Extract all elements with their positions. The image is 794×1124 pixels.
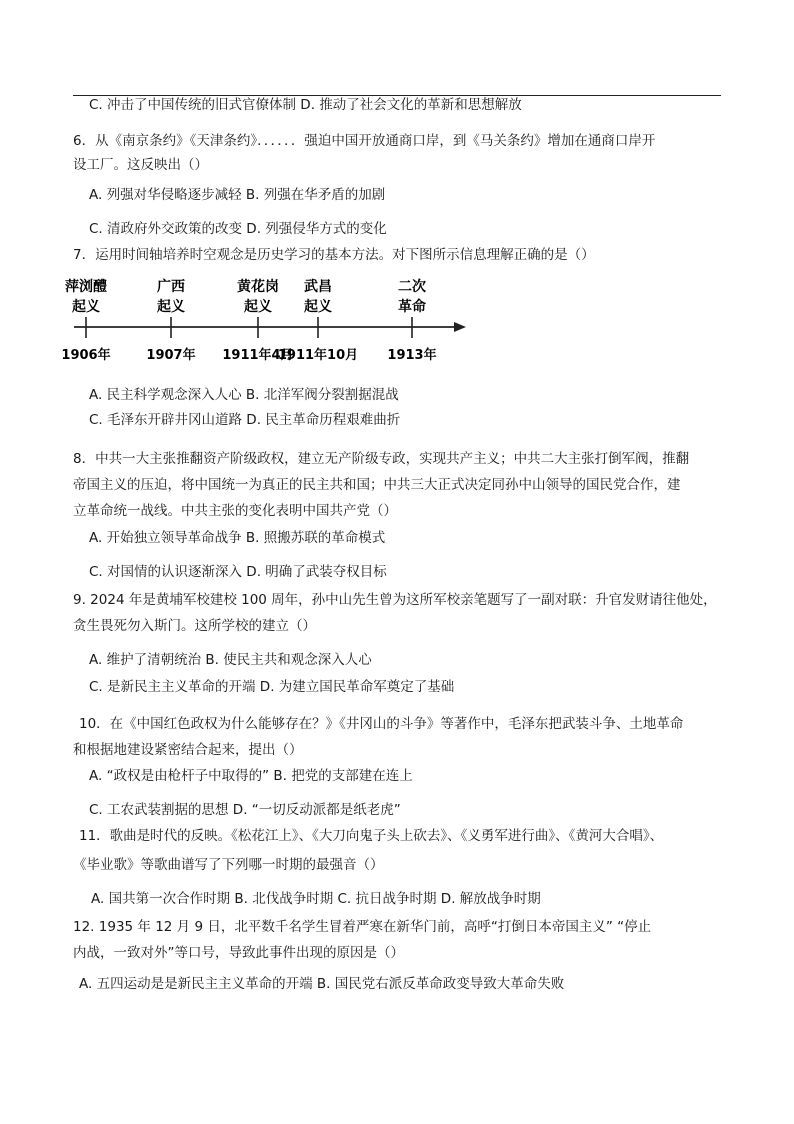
timeline-event-type: 起义 bbox=[157, 299, 185, 315]
timeline-diagram bbox=[61, 270, 470, 370]
timeline-year: 1911年4月 bbox=[222, 348, 294, 363]
timeline-event-type: 起义 bbox=[244, 299, 272, 315]
timeline-event-type: 革命 bbox=[398, 299, 426, 315]
timeline-year: 1911年10月 bbox=[277, 348, 359, 363]
q7-stem: 7．运用时间轴培养时空观念是历史学习的基本方法。对下图所示信息理解正确的是（） bbox=[73, 247, 595, 263]
timeline-year: 1907年 bbox=[146, 348, 196, 363]
timeline-event bbox=[146, 278, 195, 363]
q6-stem-line2: 设工厂。这反映出（） bbox=[73, 157, 208, 173]
timeline-event-name: 黄花岗 bbox=[237, 279, 279, 295]
q8-stem-line2: 帝国主义的压迫，将中国统一为真正的民主共和国；中共三大正式决定同孙中山领导的国民党合作，建 bbox=[73, 477, 681, 493]
q9-options-ab: A. 维护了清朝统治 B. 使民主共和观念深入人心 bbox=[89, 652, 372, 668]
q9-stem-line2: 贪生畏死勿入斯门。这所学校的建立（） bbox=[73, 618, 316, 634]
q12-stem-line2: 内战，一致对外”等口号，导致此事件出现的原因是（） bbox=[73, 945, 404, 961]
q7-options-cd: C. 毛泽东开辟井冈山道路 D. 民主革命历程艰难曲折 bbox=[89, 412, 401, 428]
timeline-event bbox=[278, 279, 358, 363]
timeline-event-name: 广西 bbox=[157, 279, 185, 295]
q10-stem-line1: 10．在《中国红色政权为什么能够存在？》《井冈山的斗争》等著作中，毛泽东把武装斗争、土地革命 bbox=[79, 716, 684, 732]
timeline-year: 1913年 bbox=[387, 348, 437, 363]
q5-options-cd: C. 冲击了中国传统的旧式官僚体制 D. 推动了社会文化的革新和思想解放 bbox=[89, 97, 522, 113]
timeline-event bbox=[61, 278, 110, 363]
q10-options-ab: A. “政权是由枪杆子中取得的” B. 把党的支部建在连上 bbox=[89, 768, 413, 784]
timeline-event-name: 萍浏醴 bbox=[65, 279, 107, 295]
timeline-axis bbox=[74, 322, 466, 332]
q9-stem-line1: 9. 2024 年是黄埔军校建校 100 周年，孙中山先生曾为这所军校亲笔题写了一副对联：升官发财请往他处， bbox=[73, 592, 717, 608]
q10-stem-line2: 和根据地建设紧密结合起来，提出（） bbox=[73, 742, 303, 758]
q6-options-cd: C. 清政府外交政策的改变 D. 列强侵华方式的变化 bbox=[89, 221, 387, 237]
timeline-event-name: 武昌 bbox=[304, 279, 332, 295]
q11-options: A. 国共第一次合作时期 B. 北伐战争时期 C. 抗日战争时期 D. 解放战争时期 bbox=[91, 891, 541, 907]
q10-options-cd: C. 工农武装割据的思想 D. “一切反动派都是纸老虎” bbox=[89, 802, 401, 818]
q8-stem-line1: 8．中共一大主张推翻资产阶级政权，建立无产阶级专政，实现共产主义；中共二大主张打倒军阀，推翻 bbox=[73, 451, 690, 467]
q12-stem-line1: 12. 1935 年 12 月 9 日，北平数千名学生冒着严寒在新华门前，高呼“打倒日本帝国主义” “停止 bbox=[73, 919, 652, 935]
q8-options-cd: C. 对国情的认识逐渐深入 D. 明确了武装夺权目标 bbox=[89, 564, 387, 580]
timeline-year: 1906年 bbox=[61, 348, 111, 363]
q12-options-ab: A. 五四运动是是新民主主义革命的开端 B. 国民党右派反革命政变导致大革命失败 bbox=[79, 976, 565, 992]
timeline-event-type: 起义 bbox=[72, 299, 100, 315]
q6-stem-line1: 6．从《南京条约》《天津条约》．．．．．．强迫中国开放通商口岸，到《马关条约》增加在通商口岸开 bbox=[73, 133, 656, 149]
q11-stem-line2: 《毕业歌》等歌曲谱写了下列哪一时期的最强音（） bbox=[73, 857, 384, 873]
q11-stem-line1: 11．歌曲是时代的反映。《松花江上》、《大刀向鬼子头上砍去》、《义勇军进行曲》、《黄河大合唱》、 bbox=[79, 828, 664, 844]
timeline-event-type: 起义 bbox=[304, 299, 332, 315]
q7-options-ab: A. 民主科学观念深入人心 B. 北洋军阀分裂割据混战 bbox=[89, 387, 399, 403]
q8-stem-line3: 立革命统一战线。中共主张的变化表明中国共产党（） bbox=[73, 503, 397, 519]
q8-options-ab: A. 开始独立领导革命战争 B. 照搬苏联的革命模式 bbox=[89, 530, 386, 546]
q9-options-cd: C. 是新民主主义革命的开端 D. 为建立国民革命军奠定了基础 bbox=[89, 679, 455, 695]
timeline-event bbox=[387, 278, 436, 363]
q6-options-ab: A. 列强对华侵略逐步减轻 B. 列强在华矛盾的加剧 bbox=[89, 187, 386, 203]
timeline-event-name: 二次 bbox=[398, 279, 426, 295]
